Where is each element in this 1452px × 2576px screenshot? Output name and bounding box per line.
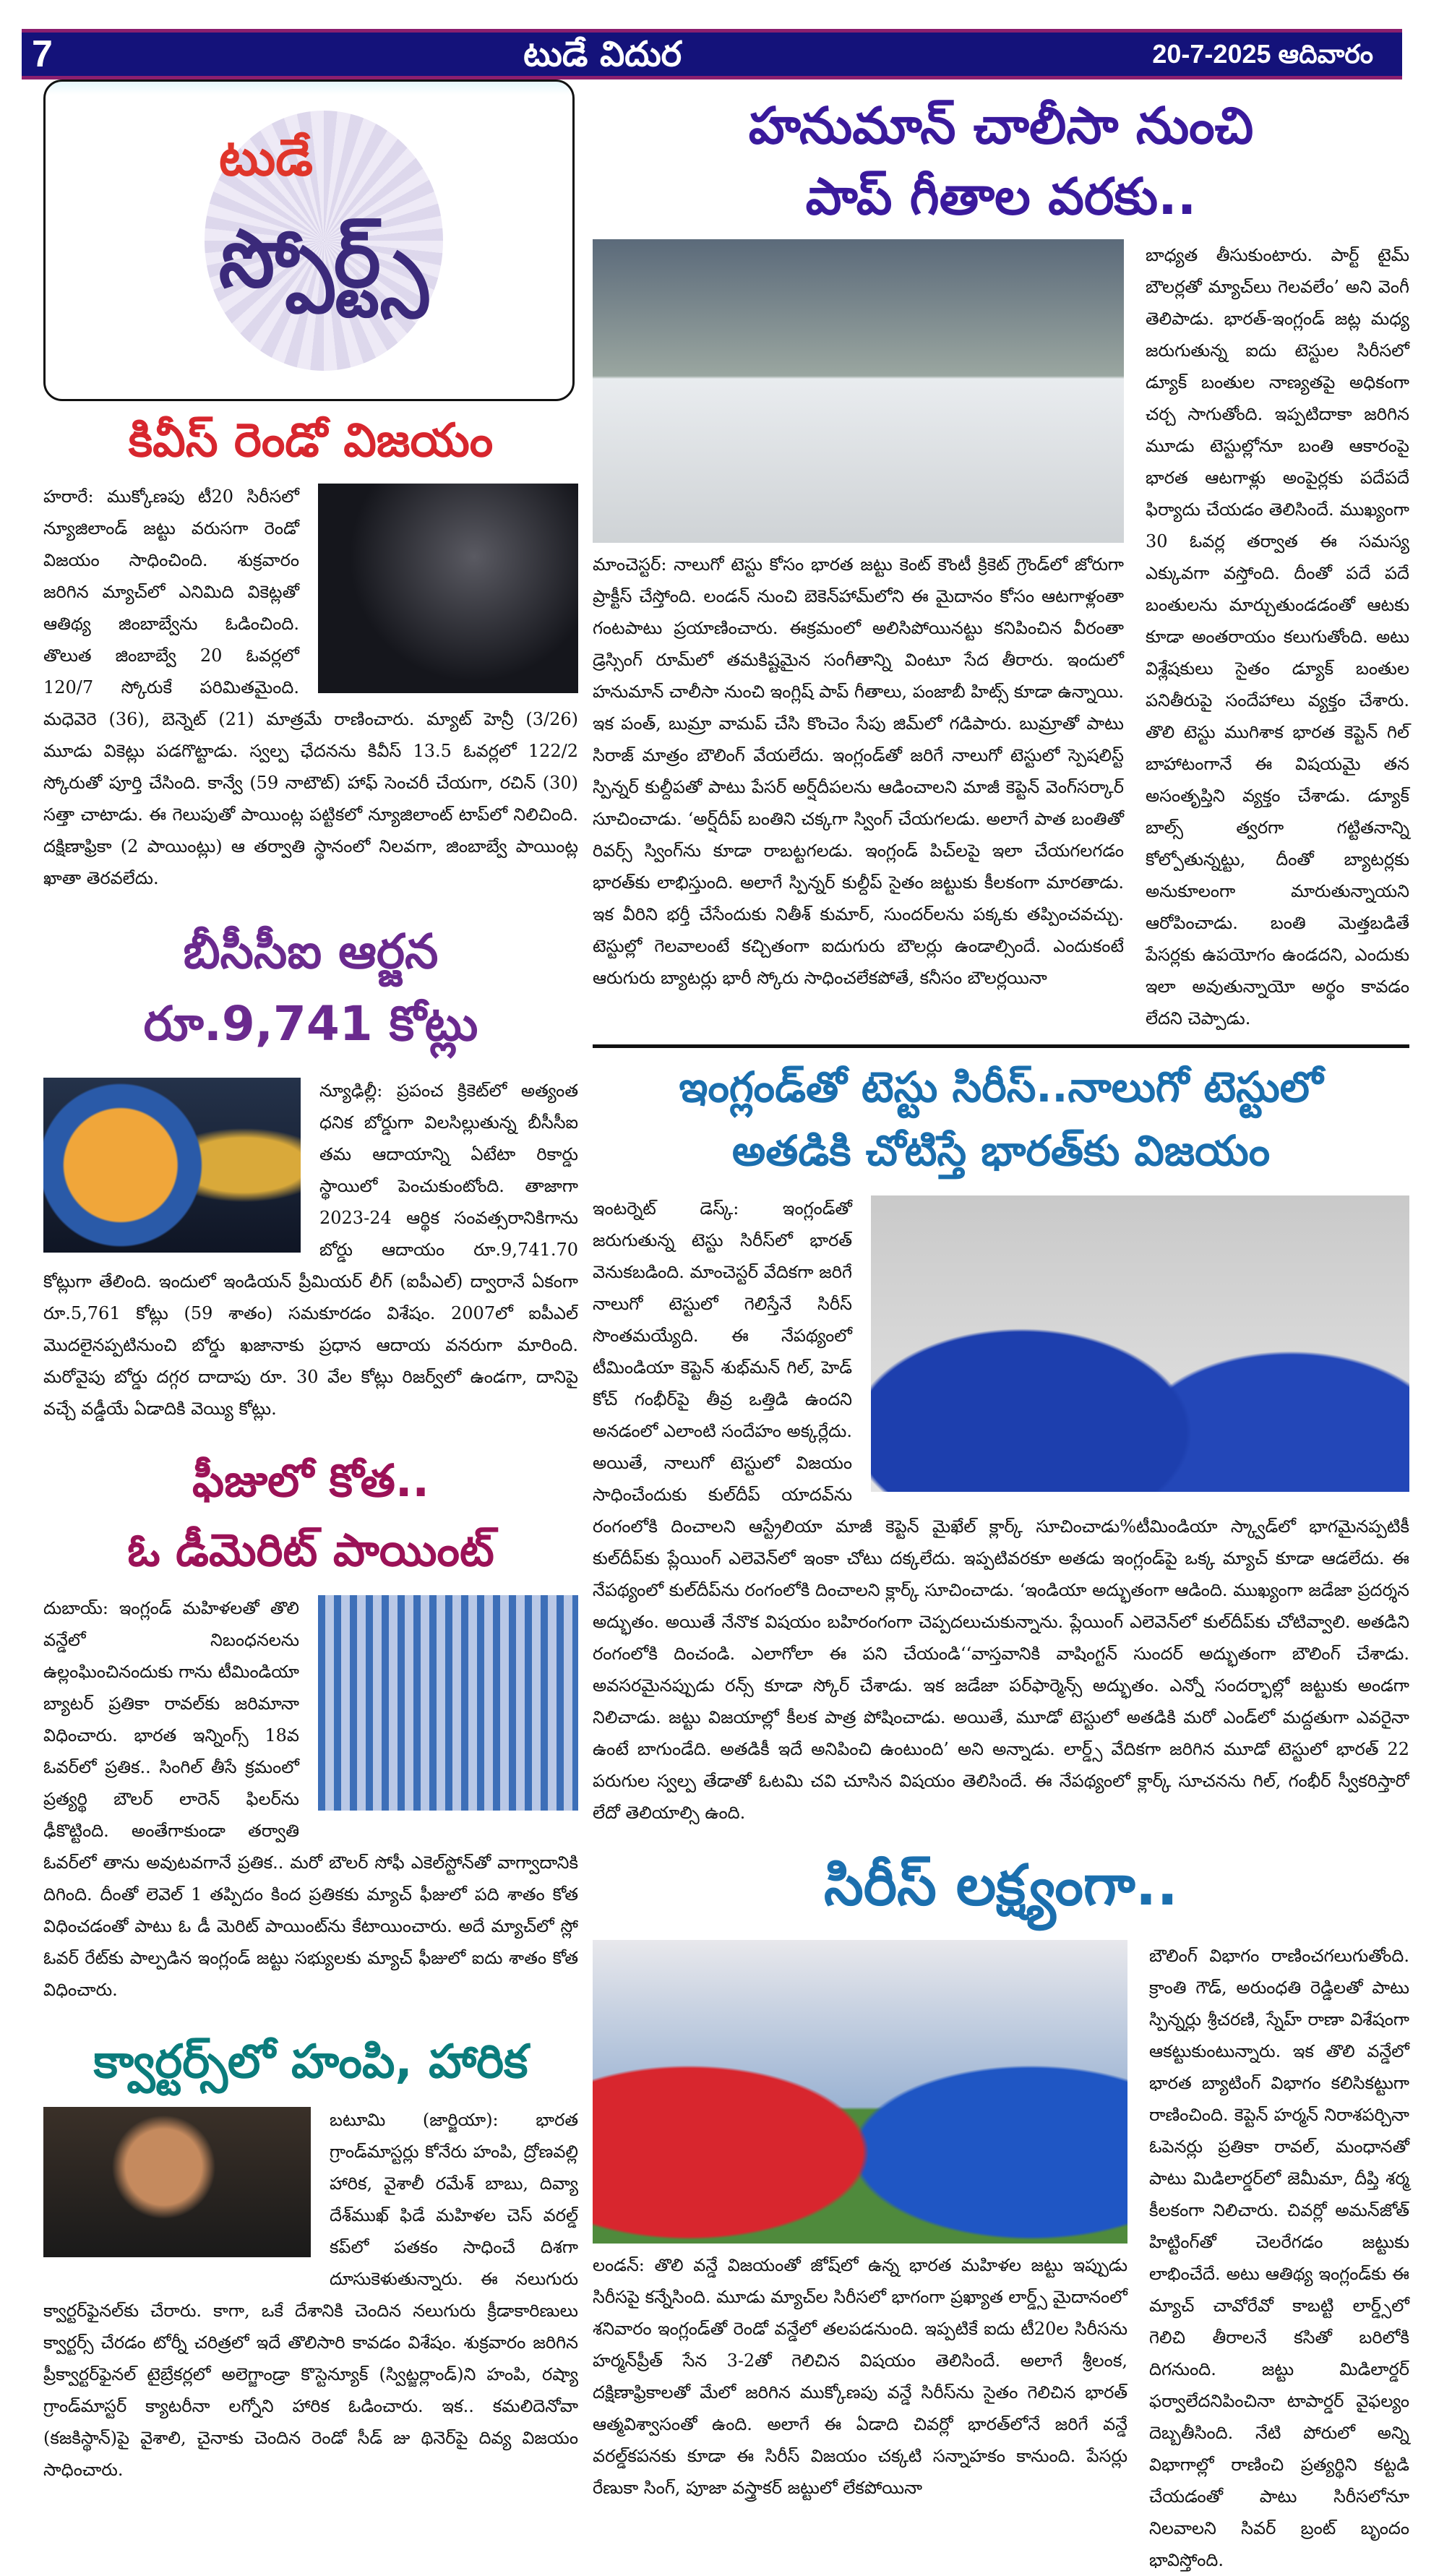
bcci-body-1: న్యూఢిల్లీ: ప్రపంచ క్రికెట్‌లో అత్యంత ధనిక బోర్డుగా విలసిల్లుతున్న బీసీసీఐ తమ ఆదాయాన్ని ఏటేటా రికార్డు స్థాయిలో పెంచుకుంటోంది. తాజాగా 2023-24 ఆర్థిక (319, 1081, 578, 1228)
hanuman-article (593, 239, 1409, 1034)
chess-article (43, 2104, 578, 2486)
fees-article (43, 1592, 578, 2006)
fees-headline-line-1: ఫీజులో కోత.. (192, 1454, 429, 1507)
bcci-headline-line-2: రూ.9,741 కోట్లు (143, 996, 478, 1052)
kiwis-headline: కివీస్ రెండో విజయం (128, 414, 494, 468)
logo-sports-text: స్పోర్ట్స్ (218, 212, 429, 305)
bcci-headline-line-1: బీసీసీఐ ఆర్జన (183, 924, 439, 979)
dateline: 20-7-2025 ఆదివారం (1152, 39, 1373, 69)
kuldeep-headline-line-2: అతడికి చోటిస్తే భారత్‌కు విజయం (731, 1126, 1271, 1175)
kiwis-body-2: (30) సత్తా చాటాడు. ఈ గెలుపుతో పాయింట్ల పట్టికలో న్యూజిలాంట్ టాప్‌లో నిలిచింది. దక్షిణాఫ్రికా (2 పాయింట్లు) ఆ తర్వాతి స్థానంలో నిలవగా, జింబాబ్వే పాయింట్ల ఖాతా తెరవలేదు. (43, 773, 578, 888)
chess-body-2: క్వార్టర్‌ఫైనల్‌కు చేరారు. కాగా, ఒకే దేశానికి చెందిన నలుగురు క్రీడాకారిణులు క్వార్టర్స్ చేరడం టోర్నీ చరిత్రలో ఇదే తొలిసారి కావడం విశేషం. శుక్రవారం జరిగిన ప్రీక్వార్టర్‌ఫైనల్ టైబ్రేకర్లలో అలెగ్జాండ్రా కొస్టెన్యూక్ (స్విట్జర్లాండ్)ని హంపి, రష్యా గ్రాండ్‌మాస్టర్ క్యాటరీనా లగ్నోని హారిక ఓడించారు. ఇక.. కమలిదెనోవా (కజకిస్థాన్)పై వైశాలి, చైనాకు చెందిన రెండో సీడ్ జు థినెర్‌పై దివ్య విజయం సాధించారు. (43, 2301, 578, 2480)
sports-section-logo (43, 80, 575, 401)
left-column (43, 80, 578, 2486)
hanuman-photo (593, 239, 1124, 543)
page-number: 7 (32, 33, 53, 75)
fees-headline-line-2: ఓ డీమెరిట్ పాయింట్ (127, 1524, 494, 1576)
bcci-article (43, 1075, 578, 1425)
hanuman-headline-line-2: పాప్ గీతాల వరకు.. (805, 167, 1197, 226)
kuldeep-article (593, 1193, 1409, 1829)
page-columns (0, 80, 1452, 2576)
section-divider (593, 1044, 1409, 1048)
right-area (593, 80, 1409, 2576)
bcci-photo (43, 1078, 301, 1253)
kuldeep-headline-line-1: ఇంగ్లండ్‌తో టెస్టు సిరీస్..నాలుగో టెస్టులో (679, 1062, 1323, 1112)
hanuman-main-column (593, 239, 1124, 994)
masthead (22, 29, 1402, 80)
bcci-body-2: సంవత్సరానికిగాను బోర్డు ఆదాయం రూ.9,741.70 కోట్లుగా తేలింది. ఇందులో ఇండియన్ ప్రీమియర్ లీగ్ (ఐపీఎల్) ద్వారానే ఏకంగా రూ.5,761 కోట్లు (59 శాతం) సమకూరడం విశేషం. 2007లో ఐపీఎల్ మొదలైనప్పటినుంచి బోర్డు ఖజానాకు ప్రధాన ఆదాయ వనరుగా మారింది. మరోవైపు బోర్డు దగ్గర దాదాపు రూ. 30 వేల కోట్లు రిజర్వ్‌లో ఉండగా, దానిపై వచ్చే వడ్డీయే ఏడాదికి వెయ్యి కోట్లు. (43, 1208, 578, 1419)
chess-body-1: బటూమి (జార్జియా): భారత గ్రాండ్‌మాస్టర్లు కోనేరు హంపి, ద్రోణవల్లి హారిక, వైశాలీ రమేశ్ బాబు, దివ్యా దేశ్‌ముఖ్ ఫిడే మహిళల చెస్ వరల్డ్ కప్‌లో పతకం సాధించే దిశగా దూసుకెళుతున్నారు. ఈ నలుగురు (330, 2110, 578, 2289)
hanuman-headline-line-1: హనుమాన్ చాలీసా నుంచి (748, 96, 1254, 155)
kiwis-photo (318, 484, 578, 693)
kuldeep-body-2: ప్లేయింగ్ ఎలెవెన్‌లో కుల్‌దీప్‌కు చోటివ్వాలి. అతడిని రంగంలోకి దించండి. ఎలాగోలా ఈ పని చేయండి‘‘వాస్తవానికి వాషింగ్టన్ సుందర్ అద్భుతంగా బౌలింగ్ చేశాడు. అవసరమైనప్పుడు రన్స్ కూడా స్కోర్ చేశాడు. ఇక జడేజా పర్‌ఫార్మెన్స్ అద్భుతం. ఎన్నో సందర్భాల్లో జట్టుకు అండగా నిలిచాడు. జట్టు విజయాల్లో కీలక పాత్ర పోషించాడు. అయితే, మూడో టెస్టులో అతడికి మరో ఎండ్‌లో మద్దతుగా ఎవరైనా ఉంటే బాగుండేది. అతడికీ ఇదే అనిపించి ఉంటుంది’ అని అన్నాడు. లార్డ్స్ వేదికగా జరిగిన మూడో టెస్టులో భారత్ 22 పరుగుల స్వల్ప తేడాతో ఓటమి చవి చూసిన విషయం తెలిసిందే. ఈ నేపథ్యంలో క్లార్క్ సూచనను గిల్, గంభీర్ స్వీకరిస్తారో లేదో తెలియాల్సి ఉంది. (593, 1612, 1409, 1823)
series-headline: సిరీస్ లక్ష్యంగా.. (824, 1853, 1178, 1918)
series-photo (593, 1940, 1127, 2244)
paper-name: టుడే విదుర (523, 34, 682, 74)
hanuman-body-1: మాంచెస్టర్: నాలుగో టెస్టు కోసం భారత జట్టు కెంట్ కౌంటీ క్రికెట్ గ్రౌండ్‌లో జోరుగా ప్రాక్టీస్ చేస్తోంది. లండన్ నుంచి బెకెన్‌హామ్‌లోని ఈ మైదానం కోసం ఆటగాళ్లంతా గంటపాటు ప్రయాణించారు. ఈక్రమంలో అలిసిపోయినట్టు కనిపించిన వీరంతా డ్రెస్సింగ్ రూమ్‌లో తమకిష్టమైన సంగీతాన్ని వింటూ సేద తీరారు. ఇందులో హనుమాన్ చాలీసా నుంచి ఇంగ్లిష్ పాప్ గీతాలు, పంజాబీ హిట్స్ కూడా ఉన్నాయి. ఇక పంత్, బుమ్రా వామప్ చేసి కొంచెం సేపు జిమ్‌లో గడిపారు. బుమ్రాతో పాటు సిరాజ్ మాత్రం బౌలింగ్ వేయలేదు. ఇంగ్లండ్‌తో జరిగే నాలుగో టెస్టులో స్పెషలిస్ట్ స్పిన్నర్ కుల్దీపతో పాటు పేసర్ అర్ష్‌దీపలను ఆడించాలని మాజీ కెప్టెన్ వెంగ్‌సర్కార్ సూచించాడు. ‘అర్ష్‌దీప్ బంతిని చక్కగా స్వింగ్ చేయగలడు. అలాగే పాత బంతితో రివర్స్ స్వింగ్‌ను కూడా రాబట్టగలడు. ఇంగ్లండ్ పిచ్‌లపై ఇలా చేయగలగడం భారత్‌కు లాభిస్తుంది. అలాగే స్పిన్నర్ కుల్దీప్ సైతం జట్టుకు కీలకంగా మారతాడు. ఇక వీరిని భర్తీ చేసేందుకు నితీశ్ కుమార్, సుందర్‌లను పక్కకు తప్పించవచ్చు. టెస్టుల్లో గెలవాలంటే కచ్చితంగా ఐదుగురు బౌలర్లు ఉండాల్సిందే. ఎందుకంటే ఆరుగురు బ్యాటర్లు భారీ స్కోరు సాధించలేకపోతే, కనీసం బౌలర్లయినా (593, 554, 1124, 988)
fees-body-2: ఫీజులో పది శాతం కోత విధించడంతో పాటు ఓ డీ మెరిట్ పాయింట్‌ను కేటాయించారు. అదే మ్యాచ్‌లో స్లో ఓవర్ రేట్‌కు పాల్పడిన ఇంగ్లండ్ జట్టు సభ్యులకు మ్యాచ్ ఫీజులో ఐదు శాతం కోత విధించారు. (43, 1884, 578, 2000)
series-main-column (593, 1940, 1127, 2504)
chess-headline: క్వార్టర్స్‌లో హంపి, హారిక (93, 2035, 528, 2089)
kuldeep-body-1: ఇంటర్నెట్ డెస్క్: ఇంగ్లండ్‌తో జరుగుతున్న టెస్టు సిరీస్‌లో భారత్ వెనుకబడింది. మాంచెస్టర్ వేదికగా జరిగే నాలుగో టెస్టులో గెలిస్తేనే సిరీస్ సొంతమయ్యేది. ఈ నేపథ్యంలో టీమిండియా కెప్టెన్ శుభ్‌మన్ గిల్, హెడ్ కోచ్ గంభీర్‌పై తీవ్ర ఒత్తిడి ఉందని అనడంలో ఎలాంటి సందేహం అక్కర్లేదు. అయితే, నాలుగో టెస్టులో విజయం సాధించేందుకు కుల్‌దీప్ యాదవ్‌ను రంగంలోకి దించాలని ఆస్ట్రేలియా మాజీ కెప్టెన్ మైఖేల్ క్లార్క్ సూచించాడు%టీమిండియా స్క్వాడ్‌లో భాగమైనప్పటికీ కుల్‌దీప్‌కు ప్లేయింగ్ ఎలెవెన్‌లో ఇంకా చోటు దక్కలేదు. ఇప్పటివరకూ అతడు ఇంగ్లండ్‌పై ఒక్క మ్యాచ్ కూడా ఆడలేదు. ఈ నేపథ్యంలో కుల్‌దీప్‌ను రంగంలోకి దించాలని క్లార్క్ సూచించాడు. ‘ఇండియా అద్భుతంగా ఆడింది. ముఖ్యంగా జడేజా ప్రదర్శన అద్భుతం. అయితే నేనొక విషయం బహిరంగంగా చెప్పదలుచుకున్నాను. (593, 1198, 1409, 1632)
chess-photo (43, 2107, 311, 2257)
series-body-1: లండన్: తొలి వన్డే విజయంతో జోష్‌లో ఉన్న భారత మహిళల జట్టు ఇప్పుడు సిరీసపై కన్నేసింది. మూడు మ్యాచ్‌ల సిరీసలో భాగంగా ప్రఖ్యాత లార్డ్స్ మైదానంలో శనివారం ఇంగ్లండ్‌తో రెండో వన్డేలో తలపడనుంది. ఇప్పటికే ఐదు టీ20ల సిరీసను హర్మన్‌ప్రీత్ సేన 3-2తో గెలిచిన విషయం తెలిసిందే. అలాగే శ్రీలంక, దక్షిణాఫ్రికాలతో మేలో జరిగిన ముక్కోణపు వన్డే సిరీస్‌ను సైతం గెలిచిన భారత్ ఆత్మవిశ్వాసంతో ఉంది. అలాగే ఈ ఏడాది చివర్లో భారత్‌లోనే జరిగే వన్డే వరల్డ్‌కపనకు కూడా ఈ సిరీస్ విజయం చక్కటి సన్నాహకం కానుంది. పేసర్లు రేణుకా సింగ్, పూజా వస్త్రాకర్ జట్టులో లేకపోయినా (593, 2255, 1127, 2498)
fees-body-1: దుబాయ్: ఇంగ్లండ్ మహిళలతో తొలి వన్డేలో నిబంధనలను ఉల్లంఘించినందుకు గాను టీమిండియా బ్యాటర్ ప్రతికా రావల్‌కు జరిమానా విధించారు. భారత ఇన్నింగ్స్ 18వ ఓవర్‌లో ప్రతిక.. సింగిల్ తీసే క్రమంలో ప్రత్యర్థి బౌలర్ లారెన్ ఫిలర్‌ను ఢీకొట్టింది. అంతేగాకుండా తర్వాతి ఓవర్‌లో తాను అవుటవగానే ప్రతిక.. మరో బౌలర్ సోఫీ ఎకెల్‌స్టోన్‌తో వాగ్వాదానికి దిగింది. దీంతో లెవెల్ 1 తప్పిదం కింద ప్రతికకు మ్యాచ్ (43, 1598, 578, 1905)
fees-photo (318, 1595, 578, 1811)
kiwis-body-1: హరారే: ముక్కోణపు టీ20 సిరీసలో న్యూజిలాండ్ జట్టు వరుసగా రెండో విజయం సాధించింది. శుక్రవారం జరిగిన మ్యాచ్‌లో ఎనిమిది వికెట్లతో ఆతిథ్య జింబాబ్వేను ఓడించింది. తొలుత జింబాబ్వే 20 ఓవర్లలో 120/7 స్కోరుకే పరిమితమైంది. మధెవెరె (36), బెన్నెట్ (21) మాత్రమే రాణించారు. మ్యాట్ హెన్రీ (3/26) మూడు వికెట్లు పడగొట్టాడు. స్వల్ప ఛేదనను కివీస్ 13.5 ఓవర్లలో 122/2 స్కోరుతో పూర్తి చేసింది. కాన్వే (59 నాటౌట్) హాఫ్ సెంచరీ చేయగా, రచిన్ (43, 486, 578, 793)
hanuman-body-2: బాధ్యత తీసుకుంటారు. పార్ట్ టైమ్ బౌలర్లతో మ్యాచ్‌లు గెలవలేం’ అని వెంగీ తెలిపాడు. భారత్-ఇంగ్లండ్ జట్ల మధ్య జరుగుతున్న ఐదు టెస్టుల సిరీసలో డ్యూక్ బంతుల నాణ్యతపై అధికంగా చర్చ సాగుతోంది. ఇప్పటిదాకా జరిగిన మూడు టెస్టుల్లోనూ బంతి ఆకారంపై భారత ఆటగాళ్లు అంపైర్లకు పదేపదే ఫిర్యాదు చేయడం తెలిసిందే. ముఖ్యంగా 30 ఓవర్ల తర్వాత ఈ సమస్య ఎక్కువగా వస్తోంది. దీంతో పదే పదే బంతులను మార్చుతుండడంతో ఆటకు కూడా అంతరాయం కలుగుతోంది. అటు విశ్లేషకులు సైతం డ్యూక్ బంతుల పనితీరుపై సందేహాలు వ్యక్తం చేశారు. తొలి టెస్టు ముగిశాక భారత కెప్టెన్ గిల్ బాహాటంగానే ఈ విషయమై తన అసంతృప్తిని వ్యక్తం చేశాడు. డ్యూక్ బాల్స్ త్వరగా గట్టితనాన్ని కోల్పోతున్నట్టు, దీంతో బ్యాటర్లకు అనుకూలంగా మారుతున్నాయని ఆరోపించాడు. బంతి మెత్తబడితే పేసర్లకు ఉపయోగం ఉండదని, ఎందుకు ఇలా అవుతున్నాయో అర్థం కావడం లేదని చెప్పాడు. (1146, 245, 1409, 1029)
kiwis-article (43, 481, 578, 894)
logo-today-text: టుడే (219, 128, 314, 187)
series-body-2: బౌలింగ్ విభాగం రాణించగలుగుతోంది. క్రాంతి గౌడ్, అరుంధతి రెడ్డిలతో పాటు స్పిన్నర్లు శ్రీచరణి, స్నేహ్ రాణా విశేషంగా ఆకట్టుకుంటున్నారు. ఇక తొలి వన్డేలో భారత బ్యాటింగ్ విభాగం కలిసికట్టుగా రాణించింది. కెప్టెన్ హర్మన్ నిరాశపర్చినా ఓపెనర్లు ప్రతికా రావల్, మంధానతో పాటు మిడిలార్డర్‌లో జెమీమా, దీప్తి శర్మ కీలకంగా నిలిచారు. చివర్లో అమన్‌జోత్ హిట్టింగ్‌తో చెలరేగడం జట్టుకు లాభించేదే. అటు ఆతిథ్య ఇంగ్లండ్‌కు ఈ మ్యాచ్ చావోరేవో కాబట్టి లార్డ్స్‌లో గెలిచి తీరాలనే కసితో బరిలోకి దిగనుంది. జట్టు మిడిలార్డర్ ఫర్వాలేదనిపించినా టాపార్డర్ వైఫల్యం దెబ్బతీసింది. నేటి పోరులో అన్ని విభాగాల్లో రాణించి ప్రత్యర్థిని కట్టడి చేయడంతో పాటు సిరీసలోనూ నిలవాలని సివర్ బ్రంట్ బృందం భావిస్తోంది. (1149, 1946, 1409, 2570)
kuldeep-photo (871, 1195, 1409, 1492)
series-article (593, 1940, 1409, 2576)
